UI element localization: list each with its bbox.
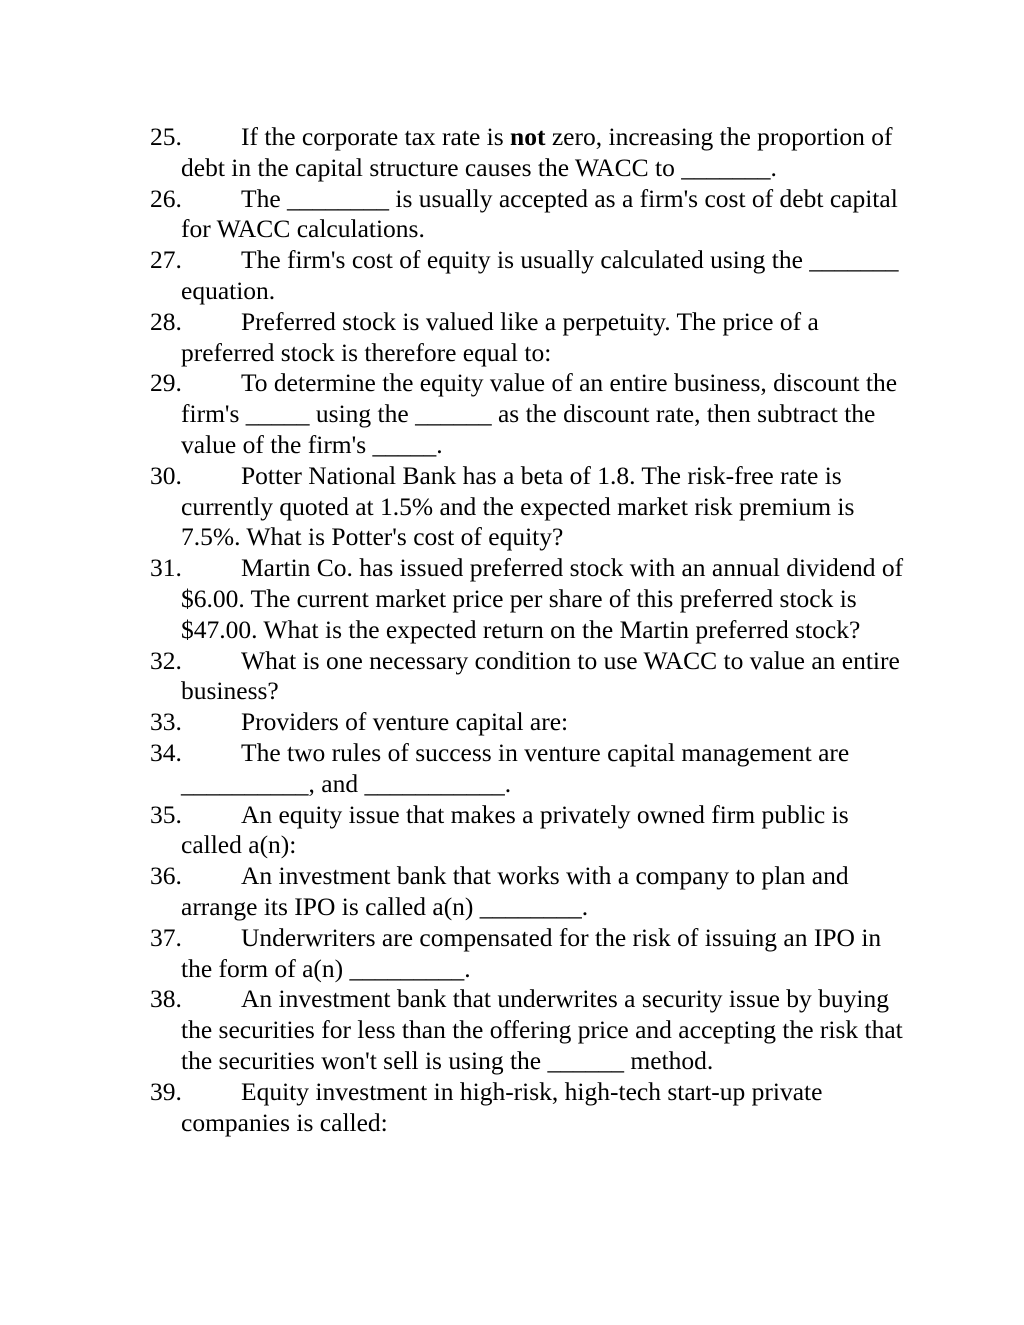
question-number: 32. [150, 645, 182, 675]
question-text-part: If the corporate tax rate is [241, 122, 511, 151]
question-37 [150, 923, 910, 985]
question-34 [150, 738, 910, 800]
question-text: Preferred stock is valued like a perpetuity. The price of a preferred stock is therefore equal to: [181, 306, 819, 367]
question-text: An investment bank that underwrites a security issue by buying the securities for less than the offering price and accepting the risk that the securities won't sell is using the ______ method. [181, 984, 903, 1075]
question-number: 34. [150, 737, 182, 767]
question-31 [150, 553, 910, 645]
question-text: Martin Co. has issued preferred stock with an annual dividend of $6.00. The current market price per share of this preferred stock is $47.00. What is the expected return on the Martin preferred stock? [181, 553, 904, 644]
question-36 [150, 861, 910, 923]
question-39 [150, 1077, 910, 1139]
question-number: 37. [150, 922, 182, 952]
question-number: 26. [150, 183, 182, 213]
question-list [150, 122, 910, 1138]
question-text-part: zero, increasing the proportion of debt in the capital structure causes the WACC to _______. [181, 122, 893, 182]
question-32 [150, 646, 910, 708]
question-text: An investment bank that works with a company to plan and arrange its IPO is called a(n) ________. [181, 861, 849, 921]
question-number: 33. [150, 707, 182, 737]
emphasized-word: not [510, 122, 546, 151]
question-text: The ________ is usually accepted as a firm's cost of debt capital for WACC calculations. [181, 183, 898, 244]
question-29 [150, 368, 910, 460]
question-text: To determine the equity value of an entire business, discount the firm's _____ using the ______ as the discount rate, then subtract the value of the firm's _____. [181, 368, 898, 459]
question-number: 29. [150, 368, 182, 398]
question-number: 39. [150, 1076, 182, 1106]
question-28 [150, 307, 910, 369]
question-38 [150, 984, 910, 1076]
question-text: An equity issue that makes a privately owned firm public is called a(n): [181, 799, 849, 860]
question-27 [150, 245, 910, 307]
question-number: 31. [150, 553, 182, 583]
question-26 [150, 184, 910, 246]
question-text: Equity investment in high-risk, high-tech start-up private companies is called: [181, 1076, 823, 1137]
question-33 [150, 707, 910, 738]
question-number: 25. [150, 122, 182, 151]
question-text: Potter National Bank has a beta of 1.8. The risk-free rate is currently quoted at 1.5% and the expected market risk premium is 7.5%. What is Potter's cost of equity? [181, 460, 855, 552]
question-text: What is one necessary condition to use WACC to value an entire business? [181, 645, 900, 706]
question-text [181, 122, 892, 182]
question-number: 30. [150, 460, 182, 490]
question-30 [150, 461, 910, 553]
question-number: 27. [150, 245, 182, 275]
question-text: Underwriters are compensated for the risk of issuing an IPO in the form of a(n) _________. [181, 922, 882, 983]
question-35 [150, 800, 910, 862]
question-text: The two rules of success in venture capital management are __________, and ___________. [181, 737, 850, 798]
question-number: 38. [150, 984, 182, 1014]
question-text: Providers of venture capital are: [241, 707, 569, 737]
question-text: The firm's cost of equity is usually calculated using the _______ equation. [181, 245, 899, 305]
question-number: 36. [150, 861, 182, 891]
question-number: 35. [150, 799, 182, 829]
question-25 [150, 122, 910, 184]
question-number: 28. [150, 306, 182, 336]
